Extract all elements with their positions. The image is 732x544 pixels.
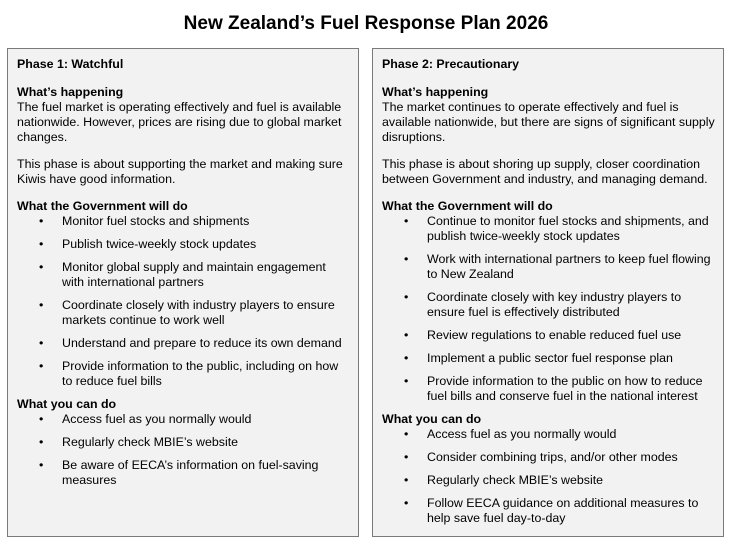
phase-title: Phase 1: Watchful <box>17 57 124 71</box>
list-item: • Implement a public sector fuel response plan <box>404 351 673 365</box>
list-item: • Work with international partners to keep fuel flowing to New Zealand <box>404 252 711 281</box>
list-item: • Provide information to the public, including on how to reduce fuel bills <box>39 359 339 388</box>
phase-title: Phase 2: Precautionary <box>382 57 520 71</box>
bullet-icon: • <box>404 328 409 342</box>
page-title: New Zealand’s Fuel Response Plan 2026 <box>183 13 549 34</box>
bullet-icon: • <box>404 374 409 388</box>
list-item: • Consider combining trips, and/or other modes <box>404 450 678 464</box>
list-item: • Continue to monitor fuel stocks and shipments, and publish twice-weekly stock updates <box>404 214 709 243</box>
bullet-icon: • <box>404 450 409 464</box>
bullet-icon: • <box>404 290 409 304</box>
you-list <box>382 427 715 526</box>
bullet-icon: • <box>39 298 44 312</box>
bullet-icon: • <box>404 427 409 441</box>
bullet-icon: • <box>404 351 409 365</box>
list-item: • Review regulations to enable reduced fuel use <box>404 328 682 342</box>
about-text: This phase is about supporting the market and making sure Kiwis have good information. <box>17 157 343 186</box>
bullet-icon: • <box>39 260 44 274</box>
you-list <box>17 412 350 488</box>
list-item: • Access fuel as you normally would <box>39 412 252 426</box>
happening-text: The fuel market is operating effectively and fuel is available nationwide. However, prices are rising due to global market changes. <box>17 100 342 144</box>
gov-list <box>382 214 715 404</box>
list-item: • Monitor global supply and maintain engagement with international partners <box>39 260 326 289</box>
bullet-icon: • <box>404 496 409 510</box>
list-item: • Understand and prepare to reduce its own demand <box>39 336 342 350</box>
you-heading: What you can do <box>382 412 482 426</box>
happening-text: The market continues to operate effectively and fuel is available nationwide, but there are signs of significant supply disruptions. <box>382 100 715 144</box>
gov-heading: What the Government will do <box>17 199 188 213</box>
list-item: • Regularly check MBIE’s website <box>404 473 604 487</box>
phase-1-panel <box>7 48 359 537</box>
about-text: This phase is about shoring up supply, closer coordination between Government and industry, and managing demand. <box>382 157 708 186</box>
bullet-icon: • <box>39 412 44 426</box>
gov-list <box>17 214 350 389</box>
bullet-icon: • <box>39 214 44 228</box>
you-heading: What you can do <box>17 397 117 411</box>
list-item: • Access fuel as you normally would <box>404 427 617 441</box>
happening-heading: What’s happening <box>17 85 124 99</box>
bullet-icon: • <box>39 336 44 350</box>
list-item: • Provide information to the public on how to reduce fuel bills and conserve fuel in the national interest <box>404 374 703 403</box>
list-item: • Coordinate closely with industry players to ensure markets continue to work well <box>39 298 335 327</box>
bullet-icon: • <box>39 435 44 449</box>
bullet-icon: • <box>404 473 409 487</box>
list-item: • Coordinate closely with key industry players to ensure fuel is effectively distributed <box>404 290 682 319</box>
list-item: • Publish twice-weekly stock updates <box>39 237 257 251</box>
bullet-icon: • <box>39 359 44 373</box>
bullet-icon: • <box>39 237 44 251</box>
bullet-icon: • <box>404 214 409 228</box>
gov-heading: What the Government will do <box>382 199 553 213</box>
bullet-icon: • <box>404 252 409 266</box>
happening-heading: What’s happening <box>382 85 489 99</box>
bullet-icon: • <box>39 458 44 472</box>
list-item: • Be aware of EECA’s information on fuel-saving measures <box>39 458 319 487</box>
list-item: • Regularly check MBIE’s website <box>39 435 239 449</box>
list-item: • Follow EECA guidance on additional measures to help save fuel day-to-day <box>404 496 699 525</box>
phase-2-panel <box>372 48 724 537</box>
list-item: • Monitor fuel stocks and shipments <box>39 214 250 228</box>
